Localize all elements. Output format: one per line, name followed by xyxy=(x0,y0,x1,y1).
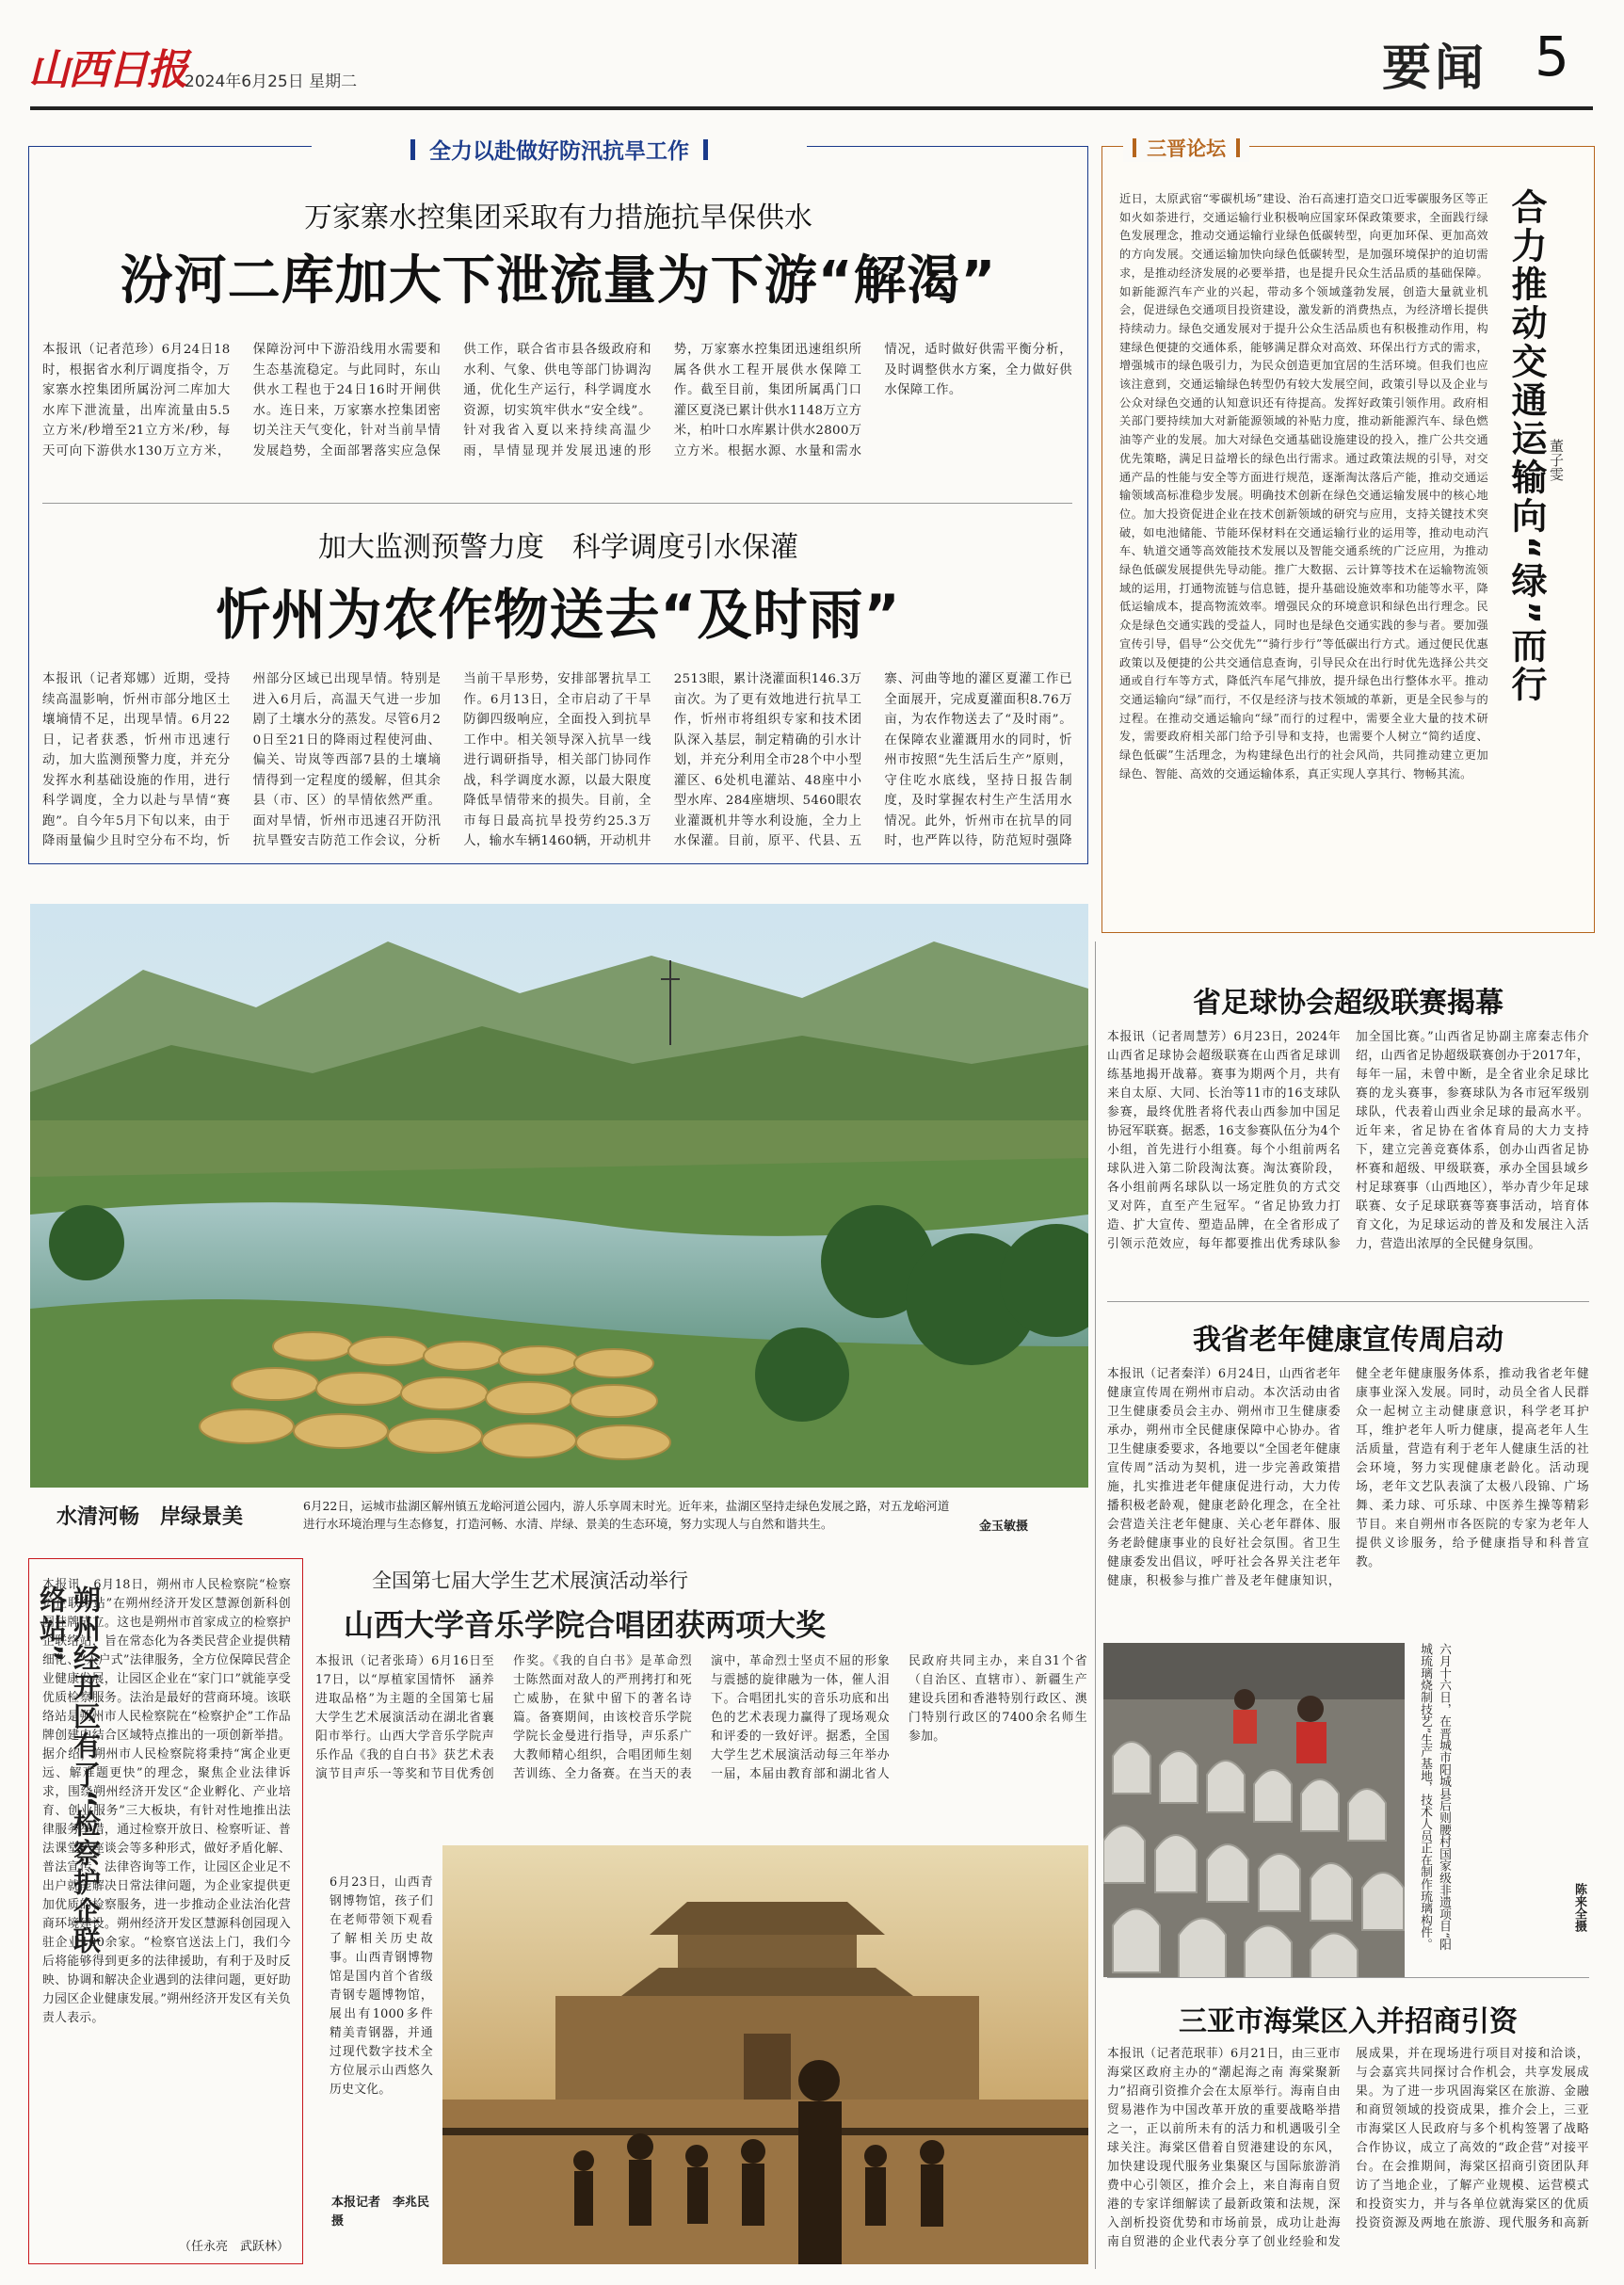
divider xyxy=(1107,1301,1589,1302)
masthead-rule xyxy=(30,106,1593,110)
article2-title: 忻州为农作物送去“及时雨” xyxy=(216,583,901,647)
glaze-photo-image xyxy=(1103,1643,1405,1977)
elderly-title: 我省老年健康宣传周启动 xyxy=(1193,1324,1503,1357)
forum-tag xyxy=(1123,134,1249,162)
sanya-body: 本报讯（记者范珉菲）6月21日，由三亚市海棠区政府主办的“潮起海之南 海棠聚新力”招商引资推介会在太原举行。海南自由贸易港作为中国改革开放的重要战略举措之一，正以前所未有的活力和机遇吸引全球关注。海棠区借着自贸港建设的东风，加快建设现代服务业集聚区与国际旅游消费中心引领区，推介会上，来自海南自贸港的专家详细解读了最新政策和法规，深入剖析投资优势和市场前景，成功让赴海南自贸港的企业代表分享了创业经验和发展成果，并在现场进行项目对接和洽谈，与会嘉宾共同探讨合作机会，共享发展成果。为了进一步巩固海棠区在旅游、金融和商贸领域的投资成果，推介会上，三亚市海棠区人民政府与多个机构签署了战略合作协议，成立了高效的“政企营”对接平台。在会推期间，海棠区招商引资团队拜访了当地企业，了解产业规模、运营模式和投资实力，并与各单位就海棠区的优质投资资源及两地在旅游、现代服务和高新 xyxy=(1107,2047,1589,2249)
music-body: 本报讯（记者张琦）6月16日至17日，以“厚植家国情怀 涵养进取品格”为主题的全国第七届大学生艺术展演活动在湖北省襄阳市举行。山西大学音乐学院声乐作品《我的自白书》获艺术表演节目声乐一等奖和节目优秀创作奖。《我的自白书》是革命烈士陈然面对敌人的严刑拷打和死亡威胁，在狱中留下的著名诗篇。备赛期间，由该校音乐学院学院长金曼进行指导，声乐系广大教师精心组织，合唱团师生刻苦训练、全力备赛。在当天的表演中，革命烈士坚贞不屈的形象与震撼的旋律融为一体，催人泪下。合唱团扎实的音乐功底和出色的艺术表现力赢得了现场观众和评委的一致好评。据悉，全国大学生艺术展演活动每三年举办一届，本届由教育部和湖北省人民政府共同主办，来自31个省（自治区、直辖市）、新疆生产建设兵团和香港特别行政区、澳门特别行政区的7400余名师生参加。 xyxy=(315,1654,1087,1781)
tag-bar xyxy=(1236,138,1240,157)
photo2-credit: 陈来全摄 xyxy=(1572,1883,1586,1932)
tag-bar xyxy=(1133,138,1136,157)
museum-photo xyxy=(442,1845,1088,2264)
museum-photo-image xyxy=(442,1845,1088,2264)
divider xyxy=(1107,1977,1589,1978)
shuozhou-article xyxy=(28,1558,303,2264)
article2-kicker: 加大监测预警力度 科学调度引水保灌 xyxy=(318,531,798,564)
issue-date: 2024年6月25日 星期二 xyxy=(185,72,358,91)
shuozhou-credit: （任永亮 武跃林） xyxy=(178,2240,289,2254)
music-kicker: 全国第七届大学生艺术展演活动举行 xyxy=(372,1569,688,1592)
banner-bar-right xyxy=(703,139,708,160)
photo1-caption: 6月22日，运城市盐湖区解州镇五龙峪河道公园内，游人乐享周末时光。近年来，盐湖区坚持走绿色发展之路，对五龙峪河道进行水环境治理与生态修复，打造河畅、水清、岸绿、景美的生态环境，努力实现人与自然和谐共生。 xyxy=(303,1499,950,1531)
article1-body: 本报讯（记者范珍）6月24日18时，根据省水利厅调度指令，万家寨水控集团所属汾河二库加大水库下泄流量，出库流量由5.5立方米/秒增至21立方米/秒，每天可向下游供水130万立方米，保障汾河中下游沿线用水需要和生态基流稳定。与此同时，东山供水工程也于24日16时开闸供水。连日来，万家寨水控集团密切关注天气变化，针对当前旱情发展趋势，全面部署落实应急保供工作，联合省市县各级政府和水利、气象、供电等部门协调沟通，优化生产运行，科学调度水资源，切实筑牢供水“安全线”。针对我省入夏以来持续高温少雨，旱情显现并发展迅速的形势，万家寨水控集团迅速组织所属各供水工程开展供水保障工作。截至目前，集团所属禹门口灌区夏浇已累计供水1148万立方米，柏叶口水库累计供水2800万立方米。根据水源、水量和需水情况，适时做好供需平衡分析，及时调整供水方案，全力做好供水保障工作。 xyxy=(42,343,1072,459)
forum-author: 董子雯 xyxy=(1548,439,1565,481)
football-article xyxy=(1101,970,1595,1295)
park-photo xyxy=(30,904,1088,1488)
newspaper-logo: 山西日报 xyxy=(28,46,186,94)
shuozhou-title: 朔州经开区有了“检察护企联络站” xyxy=(36,1585,102,1956)
divider xyxy=(42,503,1072,504)
elderly-body: 本报讯（记者秦洋）6月24日，山西省老年健康宣传周在朔州市启动。本次活动由省卫生健康委员会主办、朔州市卫生健康委承办，朔州市全民健康保障中心协办。省卫生健康委要求，各地要以“全国老年健康宣传周”活动为契机，进一步完善政策措施，扎实推进老年健康促进行动，大力传播积极老龄观，健康老龄化理念，在全社会营造关注老年健康、关心老年群体、服务老龄健康事业的良好社会氛围。省卫生健康委发出倡议，呼吁社会各界关注老年健康，积极参与推广普及老年健康知识，健全老年健康服务体系，推动我省老年健康事业深入发展。同时，动员全省人民群众一起树立主动健康意识，科学老耳护耳，维护老年人听力健康，提高老年人生活质量，营造有利于老年人健康生活的社会环境，努力实现健康老龄化。活动现场，老年文艺队表演了太极八段锦、广场舞、柔力球、可乐球、中医养生操等精彩节目。来自朔州市各医院的专家为老年人提供义诊服务，给予健康指导和科普宣教。 xyxy=(1107,1367,1589,1588)
forum-tag-text: 三晋论坛 xyxy=(1147,137,1227,160)
sanya-title: 三亚市海棠区入并招商引资 xyxy=(1179,2005,1518,2038)
banner-bar-left xyxy=(410,139,415,160)
football-body: 本报讯（记者周慧芳）6月23日，2024年山西省足球协会超级联赛在山西省足球训练基地揭开战幕。赛事为期两个月，共有来自太原、大同、长治等11市的16支球队参赛，最终优胜者将代表山西参加中国足协冠军联赛。据悉，16支参赛队伍分为4个小组，首先进行小组赛。每个小组前两名球队进入第二阶段淘汰赛。淘汰赛阶段，各小组前两名球队以一场定胜负的方式交叉对阵，直至产生冠军。“省足协致力打造、扩大宣传、塑造品牌，在全省形成了引领示范效应，每年都要推出优秀球队参加全国比赛。”山西省足协副主席秦志伟介绍，山西省足协超级联赛创办于2017年，每年一届，未曾中断，是全省业余足球比赛的龙头赛事，参赛球队为各市冠军级别球队，代表着山西业余足球的最高水平。近年来，省足协在省体育局的大力支持下，建立完善竞赛体系，创办山西省足协杯赛和超级、甲级联赛，承办全国县域乡村足球赛事（山西地区），举办青少年足球联赛、女子足球联赛等赛事活动，培育体育文化，为足球运动的普及和发展注入活力，营造出浓厚的全民健身氛围。 xyxy=(1107,1030,1589,1251)
flood-banner xyxy=(312,134,807,164)
forum-title: 合力推动交通运输向“绿”而行 xyxy=(1505,188,1547,704)
flood-banner-text: 全力以赴做好防汛抗旱工作 xyxy=(429,139,689,164)
column-rule xyxy=(1095,941,1096,2269)
music-article xyxy=(315,1558,1087,1841)
masthead xyxy=(0,0,1624,122)
music-title: 山西大学音乐学院合唱团获两项大奖 xyxy=(344,1607,827,1643)
photo2-caption: 六月十六日，在晋城市阳城县后则腰村国家级非遗项目“阳城琉璃烧制技艺”生产基地，技术人员正在制作琉璃构件。 xyxy=(1418,1643,1451,1951)
photo3-credit: 本报记者 李兆民摄 xyxy=(331,2196,430,2229)
football-title: 省足球协会超级联赛揭幕 xyxy=(1193,987,1503,1020)
shuozhou-body: 本报讯 6月18日，朔州市人民检察院“检察护企联络站”在朔州经济开发区慧源创新科创园挂牌成立。这也是朔州市首家成立的检察护企联络站，旨在常态化为各类民营企业提供精细化、“入户式”法律服务，全方位保障民营企业健康发展，让园区企业在“家门口”就能享受优质检察服务。法治是最好的营商环境。该联络站是朔州市人民检察院在“检察护企”工作品牌创建中结合区域特点推出的一项创新举措。据介绍，朔州市人民检察院将秉持“寓企业更远、解难题更快”的理念，聚焦企业法律诉求，围绕朔州经济开发区“企业孵化、产业培育、创业服务”三大板块，有针对性地推出法律服务举措，通过检察开放日、检察听证、普法课堂、座谈会等多种形式，做好矛盾化解、普法宣传、法律咨询等工作，让园区企业足不出户就能解决日常法律问题，为企业家提供更加优质的检察服务，进一步推动企业法治化营商环境建设。朔州经济开发区慧源科创园现入驻企业100余家。“检察官送法上门，我们今后将能够得到更多的法律援助，有利于及时反映、协调和解决企业遇到的法律问题，更好助力园区企业健康发展。”朔州经济开发区有关负责人表示。 xyxy=(42,1578,291,2025)
flood-section xyxy=(28,139,1088,864)
forum-body: 近日，太原武宿“零碳机场”建设、治石高速打造交口近零碳服务区等正如火如荼进行，交通运输行业积极响应国家环保政策要求，全面践行绿色发展理念，推动交通运输行业绿色低碳转型，向更加环保、更加高效的方向发展。交通运输加快向绿色低碳转型，是加强环境保护的迫切需求，是推动经济发展的必要举措，也是提升民众生活品质的基础保障。如新能源汽车产业的兴起，带动多个领域蓬勃发展，创造大量就业机会，促进绿色交通项目投资建设，激发新的消费热点，为经济增长提供持续动力。绿色交通发展对于提升公众生活品质也有积极推动作用，构建绿色便捷的交通体系，能够满足群众对高效、环保出行方式的需求，增强城市的绿色吸引力，为民众创造更加宜居的生活环境。但我们也应该注意到，交通运输绿色转型仍有较大发展空间，政策引导以及企业与公众对绿色交通的认知意识还有待提高。发挥好政策引领作用。政府相关部门要持续加大对新能源领域的补贴力度，推动新能源汽车、绿色燃油等产业的发展。加大对绿色交通基础设施建设的投入，推广公共交通优先策略，满足日益增长的绿色出行需求。通过政策法规的引导，对交通产品的性能与安全等方面进行规范，逐渐淘汰落后产能，推动交通运输领域高标准稳步发展。明确技术创新在绿色交通运输发展中的核心地位。加大投资促进企业在技术创新领域的研究与应用，支持关键技术突破，如电池储能、节能环保材料在交通运输行业的运用等，推动电动汽车、轨道交通等高效能技术发展以及智能交通系统的广泛应用，为推动绿色低碳发展提供先导动能。推广大数据、云计算等技术在运输物流领域的运用，打通物流链与信息链，提升基础设施效率和功能等水平，降低运输成本，提高物流效率。增强民众的环境意识和绿色出行理念。民众是绿色交通实践的受益人，同时也是绿色交通实践的参与者。要加强宣传引导，倡导“公交优先”“骑行步行”等低碳出行方式。通过便民优惠政策以及便捷的公共交通信息查询，引导民众在出行时优先选择公共交通或自行车等方式，降低汽车尾气排放，提升绿色出行整体水平。推动交通运输向“绿”而行，不仅是经济与技术领域的革新，更是全民参与的过程。在推动交通运输向“绿”而行的过程中，需要全业大量的技术研发，需要政府相关部门给予引导和支持，也需要个人树立“简约适度、绿色低碳”生活理念，为构建绿色出行的社会风尚，共同推动建立更加绿色、智能、高效的交通运输体系，真正实现人享其行、物畅其流。 xyxy=(1119,192,1488,780)
article1-title: 汾河二库加大下泄流量为下游“解渴” xyxy=(120,250,997,312)
park-photo-image xyxy=(30,904,1088,1488)
glaze-photo xyxy=(1103,1643,1405,1977)
article1-kicker: 万家寨水控集团采取有力措施抗旱保供水 xyxy=(304,201,812,234)
photo1-label: 水清河畅 岸绿景美 xyxy=(56,1505,244,1529)
article2-body: 本报讯（记者郑娜）近期，受持续高温影响，忻州市部分地区土壤墒情不足，出现旱情。6月22日，记者获悉，忻州市迅速行动，加大监测预警力度，并充分发挥水利基础设施的作用，进行科学调度，全力以赴与旱情“赛跑”。自今年5月下旬以来，由于降雨量偏少且时空分布不均，忻州部分区域已出现旱情。特别是进入6月后，高温天气进一步加剧了土壤水分的蒸发。尽管6月20日至21日的降雨过程使河曲、偏关、岢岚等西部7县的土壤墒情得到一定程度的缓解，但其余县（市、区）的旱情依然严重。面对旱情，忻州市迅速召开防汛抗旱暨安吉防范工作会议，分析当前干旱形势，安排部署抗旱工作。6月13日，全市启动了干旱防御四级响应，全面投入到抗旱工作中。相关领导深入抗旱一线进行调研指导，相关部门协同作战，科学调度水源，以最大限度降低旱情带来的损失。目前，全市每日最高抗旱投劳约25.3万人，输水车辆1460辆，开动机井2513眼，累计浇灌面积146.3万亩次。为了更有效地进行抗旱工作，忻州市将组织专家和技术团队深入基层，制定精确的引水计划，并充分利用全市28个中小型灌区、6处机电灌站、48座中小型水库、284座塘坝、5460眼农业灌溉机井等水利设施，全力上水保灌。目前，原平、代县、五寨、河曲等地的灌区夏灌工作已全面展开，完成夏灌面积8.76万亩，为农作物送去了“及时雨”。在保障农业灌溉用水的同时，忻州市按照“先生活后生产”原则，守住吃水底线，坚持日报告制度，及时掌握农村生产生活用水情况。此外，忻州市在抗旱的同时，也严阵以待，防范短时强降 xyxy=(42,672,1072,848)
sanya-article xyxy=(1101,1987,1595,2269)
elderly-article xyxy=(1101,1309,1595,1619)
photo3-caption: 6月23日，山西青钢博物馆，孩子们在老师带领下观看了解相关历史故事。山西青钢博物馆是国内首个省级青钢专题博物馆，展出有1000多件精美青钢器，并通过现代数字技术全方位展示山西悠久历史文化。 xyxy=(330,1875,433,2097)
photo1-credit: 金玉敏摄 xyxy=(979,1520,1029,1534)
forum-section xyxy=(1101,137,1595,933)
page-number: 5 xyxy=(1535,24,1569,89)
section-name: 要闻 xyxy=(1382,40,1488,97)
